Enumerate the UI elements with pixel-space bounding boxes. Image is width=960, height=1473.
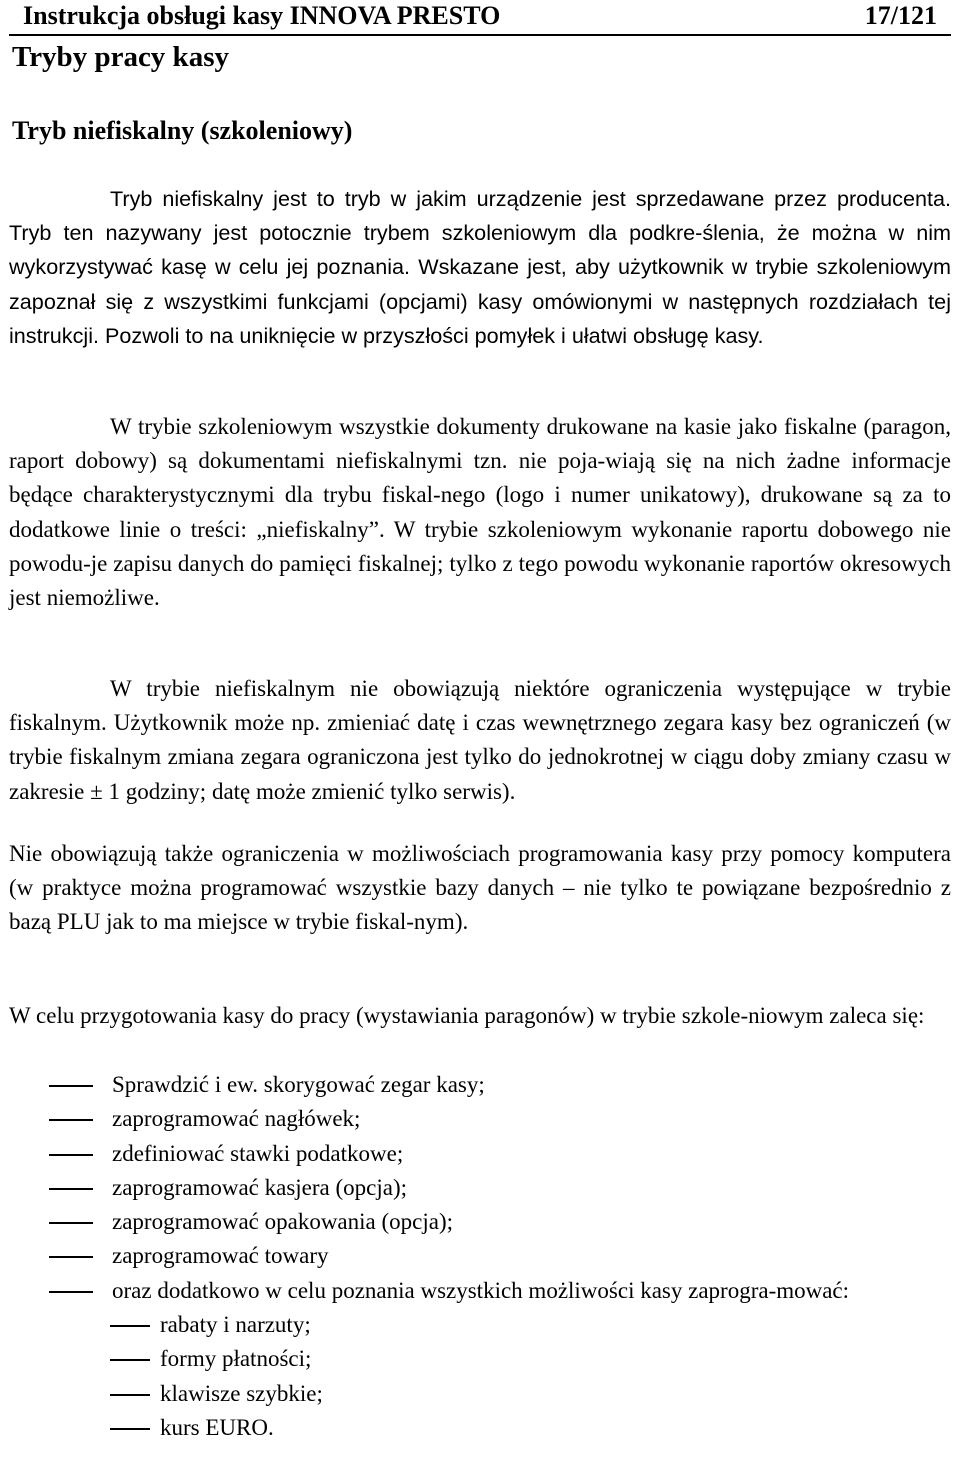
sublist-item: kurs EURO. bbox=[9, 1411, 951, 1445]
sublist bbox=[112, 1308, 951, 1445]
list-item: zaprogramować opakowania (opcja); bbox=[9, 1205, 951, 1239]
paragraph-computer-programming: Nie obowiązują także ograniczenia w możliwościach programowania kasy przy pomocy komputera (w praktyce można programować wszystkie bazy danych – nie tylko te powiązane bezpośrednio z bazą PLU jak to ma miejsce w trybie fiskal-nym). bbox=[9, 841, 951, 935]
dash-bullet bbox=[49, 1222, 93, 1224]
dash-bullet bbox=[49, 1291, 93, 1293]
sublist-item: klawisze szybkie; bbox=[9, 1377, 951, 1411]
dash-bullet bbox=[110, 1394, 150, 1396]
section-title: Tryby pracy kasy bbox=[12, 41, 229, 73]
dash-bullet bbox=[110, 1325, 150, 1327]
list-item: zaprogramować towary bbox=[9, 1239, 951, 1273]
page-number: 17/121 bbox=[864, 1, 937, 30]
paragraph-preparation: W celu przygotowania kasy do pracy (wystawiania paragonów) w trybie szkole-niowym zaleca się: bbox=[9, 1003, 925, 1028]
paragraph-training-documents: W trybie szkoleniowym wszystkie dokumenty drukowane na kasie jako fiskalne (paragon, raport dobowy) są dokumentami niefiskalnymi tzn. nie poja-wiają się na nich żadne informacje będące charakterystycznymi dla trybu fiskal-nego (logo i numer unikatowy), drukowane są za to dodatkowe linie o treści: „niefiskalny”. W trybie szkoleniowym wykonanie raportu dobowego nie powodu-je zapisu danych do pamięci fiskalnej; tylko z tego powodu wykonanie raportów okresowych jest niemożliwe. bbox=[9, 414, 951, 611]
preparation-list bbox=[9, 1068, 951, 1445]
sublist-item: rabaty i narzuty; bbox=[9, 1308, 951, 1342]
dash-bullet bbox=[49, 1154, 93, 1156]
paragraph-restrictions: W trybie niefiskalnym nie obowiązują niektóre ograniczenia występujące w trybie fiskalnym. Użytkownik może np. zmieniać datę i czas wewnętrznego zegara kasy bez ograniczeń (w trybie fiskalnym zmiana zegara ograniczona jest tylko do jednokrotnej w ciągu doby zmiany czasu w zakresie ± 1 godziny; datę może zmienić tylko serwis). bbox=[9, 676, 951, 804]
subsection-title: Tryb niefiskalny (szkoleniowy) bbox=[12, 116, 353, 145]
dash-bullet bbox=[49, 1188, 93, 1190]
list-item: zaprogramować kasjera (opcja); bbox=[9, 1171, 951, 1205]
page-header bbox=[9, 0, 951, 36]
dash-bullet bbox=[49, 1119, 93, 1121]
list-item: oraz dodatkowo w celu poznania wszystkich możliwości kasy zaprogra-mować: rabaty i narzuty; formy płatności; klawisze szybkie; kurs EURO. bbox=[9, 1274, 951, 1445]
paragraph-intro: Tryb niefiskalny jest to tryb w jakim urządzenie jest sprzedawane przez producenta. Tryb ten nazywany jest potocznie trybem szkoleniowym dla podkre-ślenia, że można w nim wykorzystywać kasę w celu jej poznania. Wskazane jest, aby użytkownik w trybie szkoleniowym zapoznał się z wszystkimi funkcjami (opcjami) kasy omówionymi w następnych rozdziałach tej instrukcji. Pozwoli to na uniknięcie w przyszłości pomyłek i ułatwi obsługę kasy. bbox=[9, 186, 951, 348]
list-item: Sprawdzić i ew. skorygować zegar kasy; bbox=[9, 1068, 951, 1102]
document-title: Instrukcja obsługi kasy INNOVA PRESTO bbox=[23, 1, 501, 30]
list-item: zaprogramować nagłówek; bbox=[9, 1102, 951, 1136]
dash-bullet bbox=[110, 1428, 150, 1430]
dash-bullet bbox=[49, 1085, 93, 1087]
dash-bullet bbox=[110, 1359, 150, 1361]
dash-bullet bbox=[49, 1256, 93, 1258]
list-item: zdefiniować stawki podatkowe; bbox=[9, 1137, 951, 1171]
sublist-item: formy płatności; bbox=[9, 1342, 951, 1376]
